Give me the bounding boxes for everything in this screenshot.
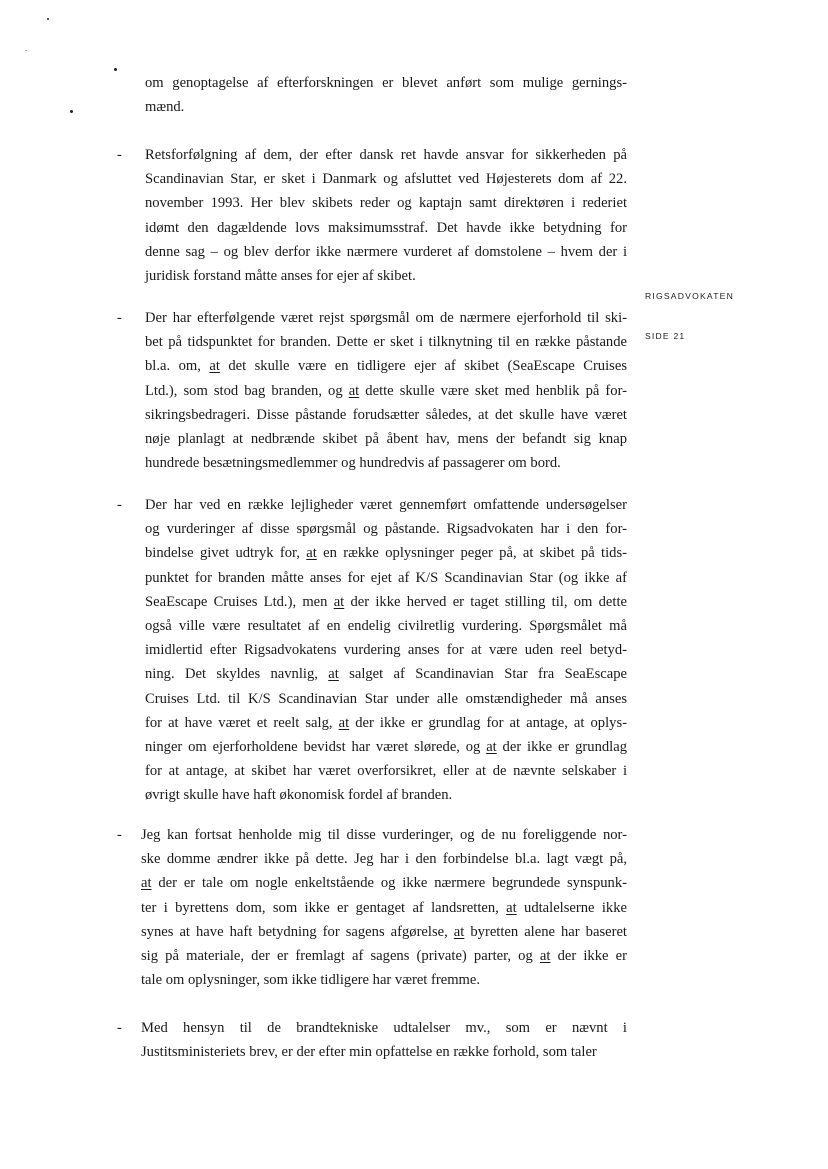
text-line: [141, 1040, 627, 1064]
text-line: [145, 143, 627, 167]
text-run: også ville være resultatet af en endelig civilretlig vurdering. Spørgsmålet må: [145, 618, 627, 635]
text-line: [145, 403, 627, 427]
text-run: ning. Det skyldes navnlig,: [145, 666, 329, 683]
text-line: [145, 517, 627, 541]
text-line: [145, 427, 627, 451]
text-run: Der har efterfølgende været rejst spørgsmål om de nærmere ejerforhold til ski-: [145, 310, 627, 326]
list-bullet-dash: -: [117, 147, 122, 163]
text-line: [145, 735, 627, 759]
text-run: bet på tidspunktet for branden. Dette er sket i tilknytning til en række påstande: [145, 334, 627, 351]
text-run: imidlertid efter Rigsadvokatens vurdering anses for at være uden reel betyd-: [145, 642, 627, 659]
text-line: [145, 264, 627, 288]
text-run: for at antage, at skibet har været overforsikret, eller at de nævnte selskaber i: [145, 763, 627, 780]
text-run: idømt den dagældende lovs maksimumsstraf. Det havde ikke betydning for: [145, 219, 627, 236]
text-run: det skulle være en tidligere ejer af skibet (SeaEscape Cruises: [219, 358, 627, 375]
underlined-word: at: [506, 899, 517, 916]
underlined-word: at: [141, 875, 152, 892]
text-run: der er tale om nogle enkeltstående og ikke nærmere begrundede synspunk-: [151, 875, 627, 892]
underlined-word: at: [328, 666, 339, 683]
paragraph: [145, 306, 627, 475]
text-line: [141, 968, 627, 992]
text-line: [145, 71, 627, 95]
underlined-word: at: [209, 358, 220, 375]
text-line: [145, 783, 627, 807]
text-run: der ikke herved er taget stilling til, om dette: [344, 593, 627, 610]
text-line: [145, 711, 627, 735]
text-run: sikringsbedrageri. Disse påstande forudsætter således, at det skulle have været: [145, 406, 627, 423]
text-run: udtalelserne ikke: [516, 899, 627, 916]
text-line: [145, 330, 627, 354]
list-bullet-dash: -: [117, 310, 122, 326]
text-run: bindelse givet udtryk for,: [145, 545, 307, 562]
text-run: nøje planlagt at nedbrænde skibet på åbent hav, mens der befandt sig knap: [145, 431, 627, 448]
page-number: SIDE 21: [645, 331, 686, 341]
text-line: [145, 614, 627, 638]
paragraph: [145, 71, 627, 119]
text-line: [145, 167, 627, 191]
text-run: Jeg kan fortsat henholde mig til disse vurderinger, og de nu foreliggende nor-: [141, 827, 627, 843]
text-run: tale om oplysninger, som ikke tidligere har været fremme.: [141, 972, 481, 989]
text-run: om genoptagelse af efterforskningen er blevet anført som mulige gernings-: [145, 75, 627, 91]
text-run: Retsforfølgning af dem, der efter dansk ret havde ansvar for sikkerheden på: [145, 147, 627, 163]
text-run: bl.a. om,: [145, 358, 210, 375]
text-line: [145, 191, 627, 215]
list-bullet-dash: -: [117, 827, 122, 843]
text-run: ske domme ændrer ikke på dette. Jeg har i den forbindelse bl.a. lagt vægt på,: [141, 851, 627, 868]
text-line: [145, 662, 627, 686]
text-run: november 1993. Her blev skibets reder og kaptajn samt direktøren i rederiet: [145, 195, 627, 212]
text-run: salget af Scandinavian Star fra SeaEscape: [338, 666, 627, 683]
text-line: [145, 95, 627, 119]
paragraph: [141, 1016, 627, 1064]
underlined-word: at: [306, 545, 317, 562]
text-line: [145, 379, 627, 403]
text-line: [145, 354, 627, 378]
scan-speck: [47, 18, 49, 20]
text-run: synes at have haft betydning for sagens afgørelse,: [141, 923, 454, 940]
underlined-word: at: [486, 739, 497, 756]
text-run: der ikke er grundlag: [496, 739, 627, 756]
text-line: [145, 451, 627, 475]
text-line: [145, 306, 627, 330]
text-run: Med hensyn til de brandtekniske udtalelser mv., som er nævnt i: [141, 1020, 627, 1036]
office-name: RIGSADVOKATEN: [645, 291, 734, 301]
text-line: [141, 944, 627, 968]
text-line: [141, 896, 627, 920]
text-run: ter i byrettens dom, som ikke er gentaget af landsretten,: [141, 899, 507, 916]
text-run: Scandinavian Star, er sket i Danmark og afsluttet ved Højesterets dom af 22.: [145, 171, 627, 188]
text-line: [141, 823, 627, 847]
scan-speck: [114, 68, 117, 71]
text-run: juridisk forstand måtte anses for ejer af skibet.: [145, 268, 416, 285]
scan-speck: [25, 50, 27, 51]
paragraph: [145, 143, 627, 288]
text-line: [145, 590, 627, 614]
text-run: Der har ved en række lejligheder været gennemført omfattende undersøgelser: [145, 497, 627, 513]
text-line: [141, 847, 627, 871]
underlined-word: at: [348, 382, 360, 399]
text-run: byretten alene har baseret: [464, 923, 627, 940]
text-line: [145, 759, 627, 783]
list-bullet-dash: -: [117, 1020, 122, 1036]
underlined-word: at: [338, 714, 350, 731]
text-line: [141, 1016, 627, 1040]
text-run: der ikke er: [550, 948, 627, 965]
text-run: denne sag – og blev derfor ikke nærmere vurderet af domstolene – hvem der i: [145, 243, 627, 260]
text-line: [141, 871, 627, 895]
text-run: ninger om ejerforholdene bevidst har været slørede, og: [145, 739, 487, 756]
text-line: [145, 240, 627, 264]
text-run: punktet for branden måtte anses for ejet af K/S Scandinavian Star (og ikke af: [145, 569, 627, 586]
scan-speck: [70, 110, 73, 113]
text-run: Ltd.), som stod bag branden, og: [145, 382, 349, 399]
text-line: [145, 687, 627, 711]
text-line: [145, 541, 627, 565]
text-line: [145, 566, 627, 590]
text-line: [145, 493, 627, 517]
text-run: en række oplysninger peger på, at skibet på tids-: [316, 545, 627, 562]
text-run: for at have været et reelt salg,: [145, 714, 339, 731]
paragraph: [145, 493, 627, 808]
text-line: [141, 920, 627, 944]
paragraph: [141, 823, 627, 992]
list-bullet-dash: -: [117, 497, 122, 513]
text-line: [145, 638, 627, 662]
text-run: SeaEscape Cruises Ltd.), men: [145, 593, 334, 610]
text-run: mænd.: [145, 99, 185, 116]
text-run: Justitsministeriets brev, er der efter min opfattelse en række forhold, som taler: [141, 1044, 597, 1061]
underlined-word: at: [453, 923, 465, 940]
underlined-word: at: [539, 948, 551, 965]
text-run: der ikke er grundlag for at antage, at oplys-: [349, 714, 627, 731]
text-line: [145, 216, 627, 240]
text-run: dette skulle være sket med henblik på for-: [359, 382, 627, 399]
text-run: hundrede besætningsmedlemmer og hundredvis af passagerer om bord.: [145, 455, 561, 472]
text-run: sig på materiale, der er fremlagt af sagens (private) parter, og: [141, 948, 540, 965]
text-run: og vurderinger af disse spørgsmål og påstande. Rigsadvokaten har i den for-: [145, 521, 627, 538]
text-run: øvrigt skulle have haft økonomisk fordel af branden.: [145, 787, 453, 804]
text-run: Cruises Ltd. til K/S Scandinavian Star under alle omstændigheder må anses: [145, 690, 627, 707]
underlined-word: at: [333, 593, 345, 610]
